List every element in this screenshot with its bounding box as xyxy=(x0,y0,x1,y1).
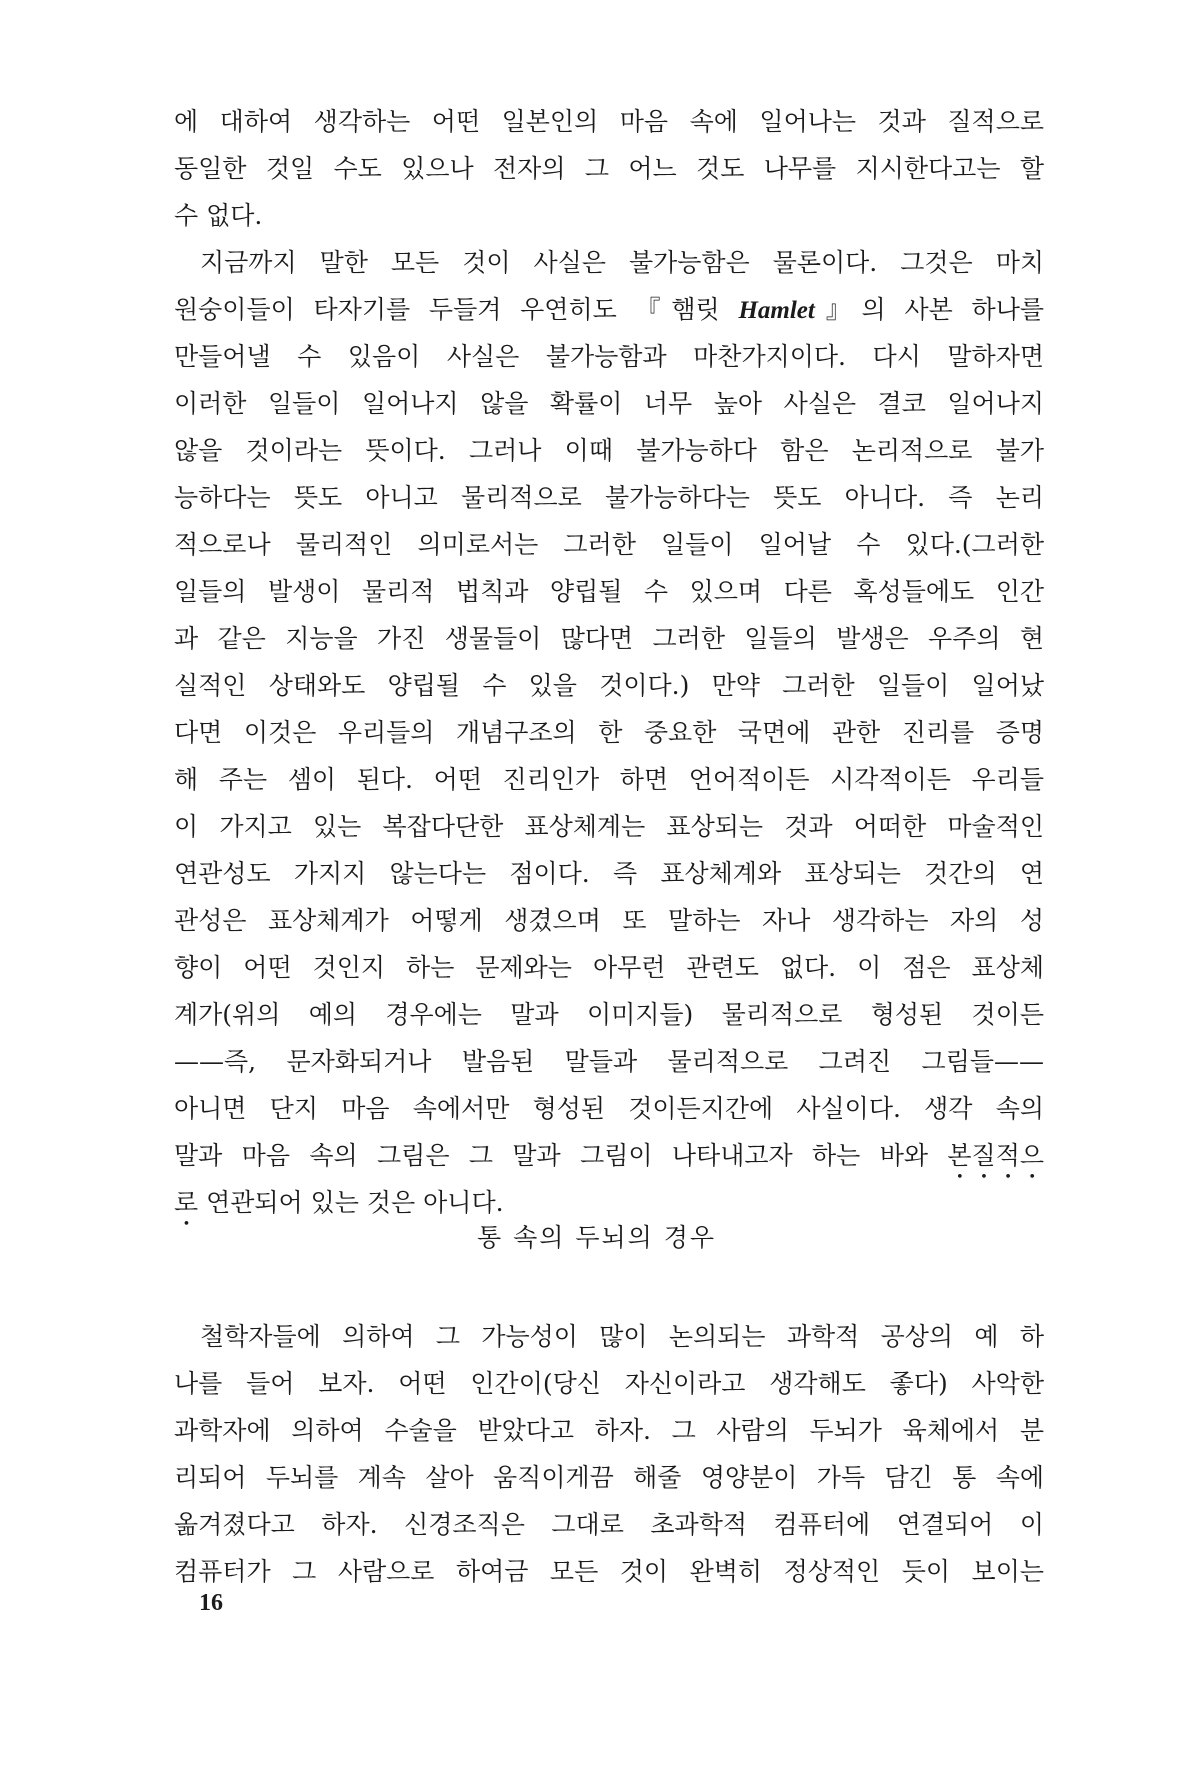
text-line: 계가(위의 예의 경우에는 말과 이미지들) 물리적으로 형성된 것이든 xyxy=(174,1000,1044,1029)
text-line-emphasis xyxy=(174,1132,1044,1179)
text-line: 능하다는 뜻도 아니고 물리적으로 불가능하다는 뜻도 아니다. 즉 논리 xyxy=(174,483,1044,512)
text-line: 이 가지고 있는 복잡다단한 표상체계는 표상되는 것과 어떠한 마술적인 xyxy=(174,812,1044,841)
text-line: 과학자에 의하여 수술을 받았다고 하자. 그 사람의 두뇌가 육체에서 분 xyxy=(174,1416,1044,1445)
text-line: 옮겨졌다고 하자. 신경조직은 그대로 초과학적 컴퓨터에 연결되어 이 xyxy=(174,1510,1044,1539)
text-line: 과 같은 지능을 가진 생물들이 많다면 그러한 일들의 발생은 우주의 현 xyxy=(174,624,1044,653)
text-line: 아니면 단지 마음 속에서만 형성된 것이든지간에 사실이다. 생각 속의 xyxy=(174,1094,1044,1123)
text-line: 나를 들어 보자. 어떤 인간이(당신 자신이라고 생각해도 좋다) 사악한 xyxy=(174,1369,1044,1398)
text-line: 않을 것이라는 뜻이다. 그러나 이때 불가능하다 함은 논리적으로 불가 xyxy=(174,436,1044,465)
text-fragment: 』의 사본 하나를 xyxy=(814,295,1045,324)
text-line: 철학자들에 의하여 그 가능성이 많이 논의되는 과학적 공상의 예 하 xyxy=(200,1322,1044,1351)
italic-title: Hamlet xyxy=(738,297,815,324)
text-line: 실적인 상태와도 양립될 수 있을 것이다.) 만약 그러한 일들이 일어났 xyxy=(174,671,1044,700)
emphasized-text: 로 xyxy=(174,1188,199,1217)
paragraph-main xyxy=(174,239,1044,1226)
text-line: 일들의 발생이 물리적 법칙과 양립될 수 있으며 다른 혹성들에도 인간 xyxy=(174,577,1044,606)
emphasized-text: 본질적으 xyxy=(947,1141,1044,1170)
text-line-with-title xyxy=(174,286,1044,333)
text-line: 리되어 두뇌를 계속 살아 움직이게끔 해줄 영양분이 가득 담긴 통 속에 xyxy=(174,1463,1044,1492)
text-line: 다면 이것은 우리들의 개념구조의 한 중요한 국면에 관한 진리를 증명 xyxy=(174,718,1044,747)
text-line: 연관성도 가지지 않는다는 점이다. 즉 표상체계와 표상되는 것간의 연 xyxy=(174,859,1044,888)
text-line: 해 주는 셈이 된다. 어떤 진리인가 하면 언어적이든 시각적이든 우리들 xyxy=(174,765,1044,794)
paragraph-section xyxy=(174,1313,1044,1595)
text-line: 수 없다. xyxy=(174,201,263,230)
section-heading: 통 속의 두뇌의 경우 xyxy=(476,1223,717,1252)
paragraph-continuation xyxy=(174,98,1044,239)
text-line: ——즉, 문자화되거나 발음된 말들과 물리적으로 그려진 그림들—— xyxy=(174,1047,1044,1076)
text-fragment: 연관되어 있는 것은 아니다. xyxy=(198,1188,504,1217)
text-line: 지금까지 말한 모든 것이 사실은 불가능함은 물론이다. 그것은 마치 xyxy=(200,248,1044,277)
text-line: 이러한 일들이 일어나지 않을 확률이 너무 높아 사실은 결코 일어나지 xyxy=(174,389,1044,418)
text-line: 동일한 것일 수도 있으나 전자의 그 어느 것도 나무를 지시한다고는 할 xyxy=(174,154,1044,183)
page-number: 16 xyxy=(199,1590,223,1616)
text-line: 관성은 표상체계가 어떻게 생겼으며 또 말하는 자나 생각하는 자의 성 xyxy=(174,906,1044,935)
text-fragment: 말과 마음 속의 그림은 그 말과 그림이 나타내고자 하는 바와 xyxy=(174,1141,948,1170)
text-line: 향이 어떤 것인지 하는 문제와는 아무런 관련도 없다. 이 점은 표상체 xyxy=(174,953,1044,982)
text-fragment: 원숭이들이 타자기를 두들겨 우연히도 『햄릿 xyxy=(174,295,739,324)
text-line: 만들어낼 수 있음이 사실은 불가능함과 마찬가지이다. 다시 말하자면 xyxy=(174,342,1044,371)
text-line: 에 대하여 생각하는 어떤 일본인의 마음 속에 일어나는 것과 질적으로 xyxy=(174,107,1044,136)
text-line: 적으로나 물리적인 의미로서는 그러한 일들이 일어날 수 있다.(그러한 xyxy=(174,530,1044,559)
text-line: 컴퓨터가 그 사람으로 하여금 모든 것이 완벽히 정상적인 듯이 보이는 xyxy=(174,1557,1044,1586)
